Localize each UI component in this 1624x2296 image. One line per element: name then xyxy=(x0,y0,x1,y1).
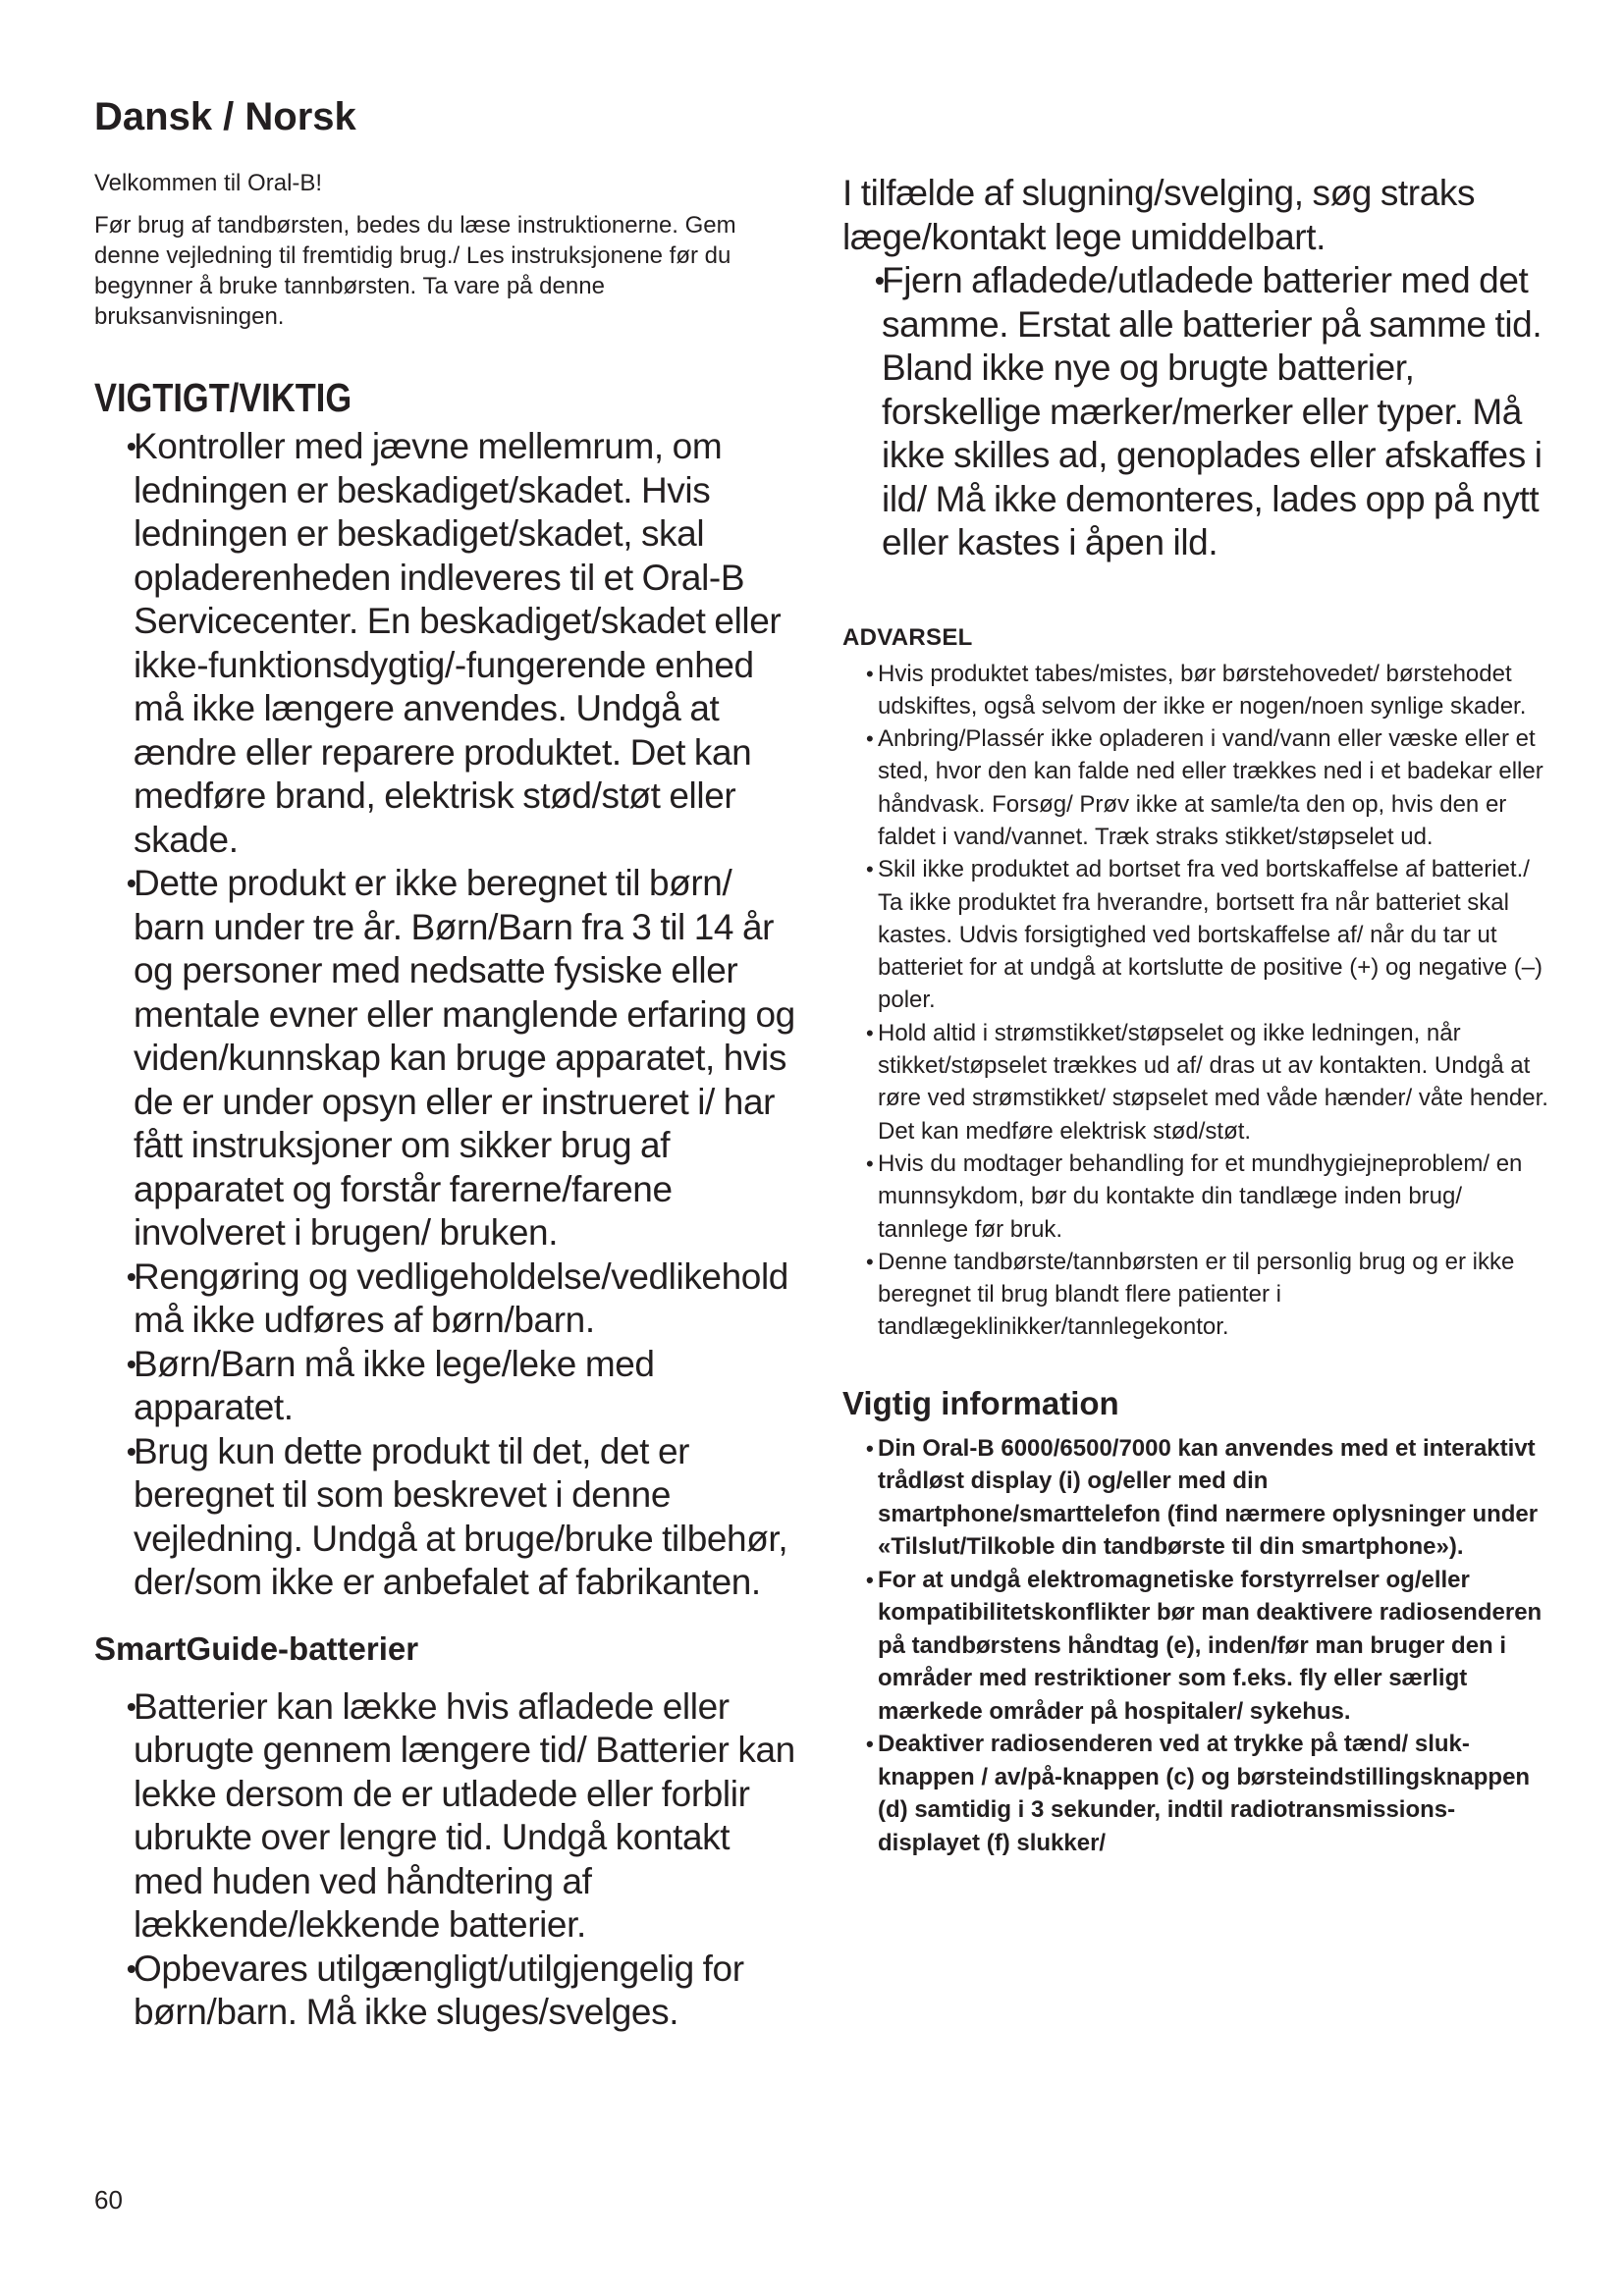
left-column xyxy=(94,93,801,2035)
important-item: • Kontroller med jævne mellemrum, om ledningen er beskadiget/skadet. Hvis ledningen er beskadiget/skadet, skal opladerenheden indleveres til et Oral-B Servicecenter. En beskadiget/skadet eller ikke-funktionsdygtig/-fungerende enhed må ikke længere anvendes. Undgå at ændre eller reparere produktet. Det kan medføre brand, elektrisk stød/støt eller skade. xyxy=(94,425,801,862)
battery-item: • Fjern afladede/utladede batterier med det samme. Erstat alle batterier på samme tid. Bland ikke nye og brugte batterier, forskellige mærker/merker eller typer. Må ikke skilles ad, genoplades eller afskaffes i ild/ Må ikke demonteres, lades opp på nytt eller kastes i åpen ild. xyxy=(842,259,1549,565)
language-title: Dansk / Norsk xyxy=(94,95,356,138)
important-list xyxy=(94,425,801,1605)
info-item: • For at undgå elektromagnetiske forstyrrelser og/eller kompatibilitetskonflikter bør man deaktivere radiosenderen på tandbørstens håndtag (e), inden/før man bruger den i områder med restriktioner som f.eks. fly eller særligt mærkede områder på hospitaler/ sykehus. xyxy=(842,1564,1549,1729)
warning-heading: ADVARSEL xyxy=(842,623,973,651)
intro-instruction: Før brug af tandbørsten, bedes du læse instruktionerne. Gem denne vejledning til fremtidig brug./ Les instruksjonene før du begynner å bruke tannbørsten. Ta vare på denne bruksanvisningen. xyxy=(94,212,736,330)
batteries-heading: SmartGuide-batterier xyxy=(94,1629,419,1667)
info-heading: Vigtig information xyxy=(842,1384,1119,1421)
battery-item: • Batterier kan lække hvis afladede eller ubrugte gennem længere tid/ Batterier kan lekke dersom de er utladede eller forblir ubrukte over lengre tid. Undgå kontakt med huden ved håndtering af lækkende/lekkende batterier. xyxy=(94,1685,801,1948)
warning-item: • Anbring/Plassér ikke opladeren i vand/vann eller væske eller et sted, hvor den kan falde ned eller trækkes ned i et badekar eller håndvask. Forsøg/ Prøv ikke at samle/ta den op, hvis den er faldet i vand/vannet. Træk straks stikket/støpselet ud. xyxy=(842,722,1549,853)
warning-item: • Hvis du modtager behandling for et mundhygiejneproblem/ en munnsykdom, bør du kontakte din tandlæge inden brug/ tannlege før bruk. xyxy=(842,1148,1549,1246)
warning-item: • Hold altid i strømstikket/støpselet og ikke ledningen, når stikket/støpselet trækkes ud af/ dras ut av kontakten. Undgå at røre ved strømstikket/ støpselet med våde hænder/ våte hender. Det kan medføre elektrisk stød/støt. xyxy=(842,1017,1549,1148)
warning-item: • Hvis produktet tabes/mistes, bør børstehovedet/ børstehodet udskiftes, også selvom der ikke er nogen/noen synlige skader. xyxy=(842,658,1549,723)
important-item: • Rengøring og vedligeholdelse/vedlikehold må ikke udføres af børn/barn. xyxy=(94,1255,801,1343)
battery-continuation: I tilfælde af slugning/svelging, søg straks læge/kontakt lege umiddelbart. xyxy=(842,173,1476,257)
info-item: • Deaktiver radiosenderen ved at trykke på tænd/ sluk-knappen / av/på-knappen (c) og børsteindstillingsknappen (d) samtidig i 3 sekunder, indtil radiotransmissions-displayet (f) slukker/ xyxy=(842,1728,1549,1859)
important-item: • Brug kun dette produkt til det, det er beregnet til som beskrevet i denne vejledning. Undgå at bruge/bruke tilbehør, der/som ikke er anbefalet af fabrikanten. xyxy=(94,1430,801,1605)
batteries-list-continued xyxy=(842,259,1549,565)
welcome-text: Velkommen til Oral-B! xyxy=(94,170,323,196)
batteries-list xyxy=(94,1685,801,2035)
important-heading: VIGTIGT/VIKTIG xyxy=(94,375,352,420)
battery-item: • Opbevares utilgængligt/utilgjengelig for børn/barn. Må ikke sluges/svelges. xyxy=(94,1948,801,2035)
right-column xyxy=(842,172,1549,1859)
page-number: 60 xyxy=(94,2185,123,2215)
info-item: • Din Oral-B 6000/6500/7000 kan anvendes med et interaktivt trådløst display (i) og/eller med din smartphone/smarttelefon (find nærmere oplysninger under «Tilslut/Tilkoble din tandbørste til din smartphone»). xyxy=(842,1432,1549,1564)
warning-item: • Denne tandbørste/tannbørsten er til personlig brug og er ikke beregnet til brug blandt flere patienter i tandlægeklinikker/tannlegekontor. xyxy=(842,1246,1549,1344)
warning-list xyxy=(842,658,1549,1344)
important-item: • Dette produkt er ikke beregnet til børn/ barn under tre år. Børn/Barn fra 3 til 14 år og personer med nedsatte fysiske eller mentale evner eller manglende erfaring og viden/kunnskap kan bruge apparatet, hvis de er under opsyn eller er instrueret i/ har fått instruksjoner om sikker brug af apparatet og forstår farerne/farene involveret i brugen/ bruken. xyxy=(94,862,801,1255)
info-list xyxy=(842,1432,1549,1860)
important-item: • Børn/Barn må ikke lege/leke med apparatet. xyxy=(94,1343,801,1430)
warning-item: • Skil ikke produktet ad bortset fra ved bortskaffelse af batteriet./ Ta ikke produktet fra hverandre, bortsett fra når batteriet skal kastes. Udvis forsigtighed ved bortskaffelse af/ når du tar ut batteriet for at undgå at kortslutte de positive (+) og negative (–) poler. xyxy=(842,853,1549,1016)
